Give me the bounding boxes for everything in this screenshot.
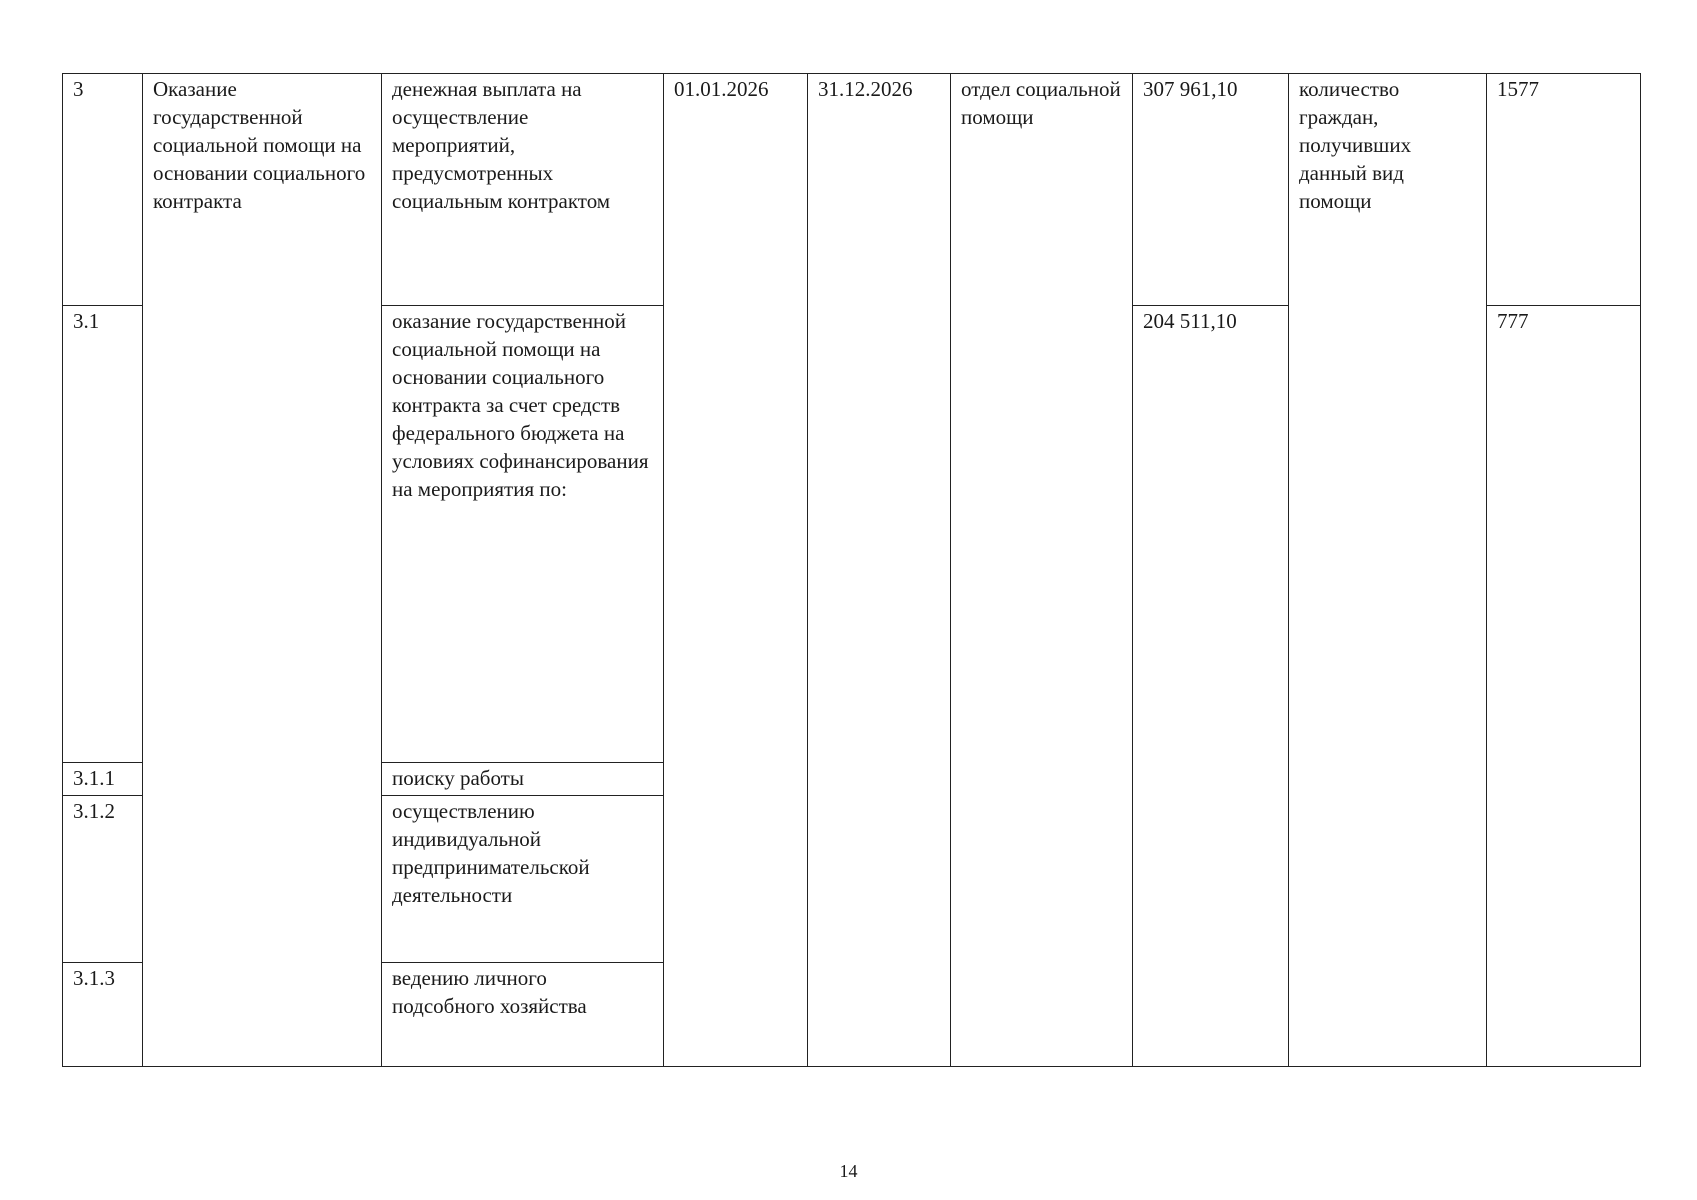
row-number-cell: 3.1.2 bbox=[63, 796, 143, 963]
page-number: 14 bbox=[839, 1161, 858, 1181]
end-date-cell: 31.12.2026 bbox=[808, 74, 951, 1067]
indicator-value-cell: 1577 bbox=[1487, 74, 1641, 306]
event-name-cell: Оказание государственной социальной помощи на основании социального контракта bbox=[143, 74, 382, 1067]
row-number-cell: 3.1.1 bbox=[63, 763, 143, 796]
indicator-value-cell: 777 bbox=[1487, 306, 1641, 1067]
description-cell: ведению личного подсобного хозяйства bbox=[382, 963, 664, 1067]
indicator-cell: количество граждан, получивших данный вид помощи bbox=[1289, 74, 1487, 1067]
row-number-cell: 3 bbox=[63, 74, 143, 306]
program-events-table bbox=[62, 73, 1641, 1067]
description-cell: осуществлению индивидуальной предпринимательской деятельности bbox=[382, 796, 664, 963]
description-cell: поиску работы bbox=[382, 763, 664, 796]
description-cell: денежная выплата на осуществление мероприятий, предусмотренных социальным контрактом bbox=[382, 74, 664, 306]
start-date-cell: 01.01.2026 bbox=[664, 74, 808, 1067]
row-number-cell: 3.1.3 bbox=[63, 963, 143, 1067]
description-cell: оказание государственной социальной помощи на основании социального контракта за счет средств федерального бюджета на условиях софинансирования на мероприятия по: bbox=[382, 306, 664, 763]
row-number-cell: 3.1 bbox=[63, 306, 143, 763]
responsible-cell: отдел социальной помощи bbox=[951, 74, 1133, 1067]
amount-cell: 204 511,10 bbox=[1133, 306, 1289, 1067]
table-row bbox=[63, 74, 1641, 306]
amount-cell: 307 961,10 bbox=[1133, 74, 1289, 306]
